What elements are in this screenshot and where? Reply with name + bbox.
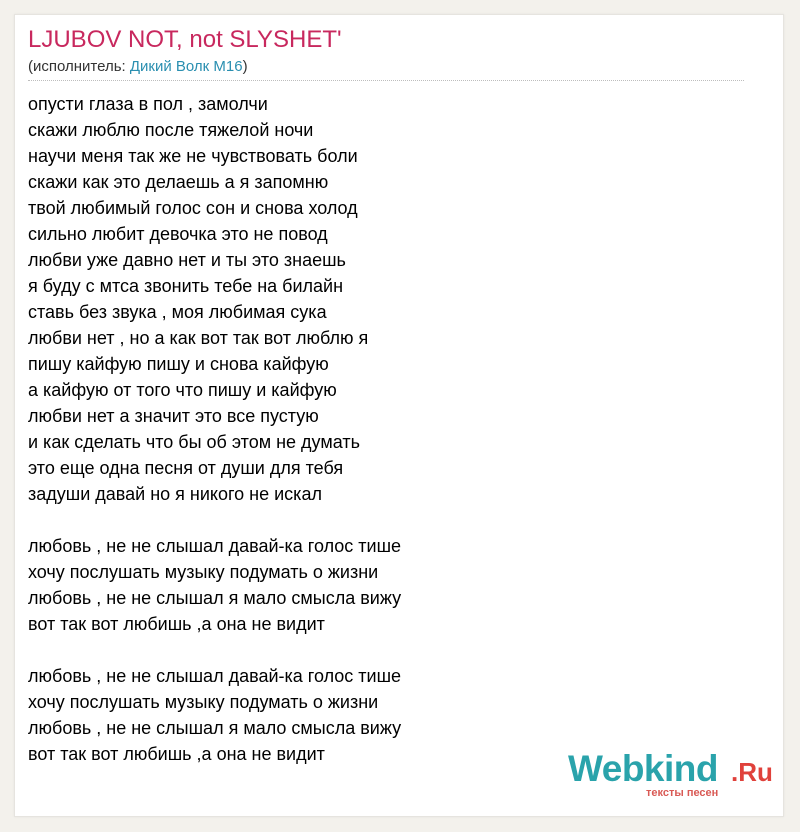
lyrics-stanza [28,533,401,637]
logo-tld: .Ru [731,757,773,787]
lyric-line: пишу кайфую пишу и снова кайфую [28,354,329,374]
lyric-line: любовь , не не слышал я мало смысла вижу [28,588,402,608]
performer-link[interactable]: Дикий Волк М16 [129,58,243,75]
lyric-line: любви нет а значит это все пустую [28,406,319,426]
lyric-line: скажи как это делаешь а я запомню [28,172,329,192]
lyric-line: твой любимый голос сон и снова холод [28,198,358,218]
performer-line [28,58,248,76]
lyrics-block [28,91,401,767]
lyric-line: я буду с мтса звонить тебе на билайн [28,276,344,296]
lyric-line: ставь без звука , моя любимая сука [28,302,327,322]
lyric-line: вот так вот любишь ,а она не видит [28,614,325,634]
lyric-line: и как сделать что бы об этом не думать [28,432,360,452]
lyric-line: любви нет , но а как вот так вот люблю я [28,328,369,348]
lyric-line: хочу послушать музыку подумать о жизни [28,692,379,712]
lyric-line: задуши давай но я никого не искал [28,484,322,504]
lyric-line: любовь , не не слышал я мало смысла вижу [28,718,402,738]
lyric-line: сильно любит девочка это не повод [28,224,328,244]
lyric-line: это еще одна песня от души для тебя [28,458,344,478]
lyrics-stanza [28,663,401,767]
lyric-line: вот так вот любишь ,а она не видит [28,744,325,764]
lyric-line: любовь , не не слышал давай-ка голос тише [28,666,402,686]
webkind-logo[interactable] [568,748,773,799]
lyric-line: а кайфую от того что пишу и кайфую [28,380,337,400]
performer-prefix: (исполнитель: [28,58,130,75]
lyrics-stanza [28,91,401,507]
lyric-line: научи меня так же не чувствовать боли [28,146,358,166]
song-title: LJUBOV NOT, not SLYSHET' [28,26,342,53]
header-divider [28,80,744,81]
lyric-line: любовь , не не слышал давай-ка голос тише [28,536,402,556]
logo-wordmark: Webkind [568,748,718,789]
logo-tagline: тексты песен [646,787,719,799]
lyric-line: опусти глаза в пол , замолчи [28,94,268,114]
lyric-line: хочу послушать музыку подумать о жизни [28,562,379,582]
lyric-line: скажи люблю после тяжелой ночи [28,120,314,140]
lyric-line: любви уже давно нет и ты это знаешь [28,250,346,270]
performer-suffix: ) [242,58,248,75]
